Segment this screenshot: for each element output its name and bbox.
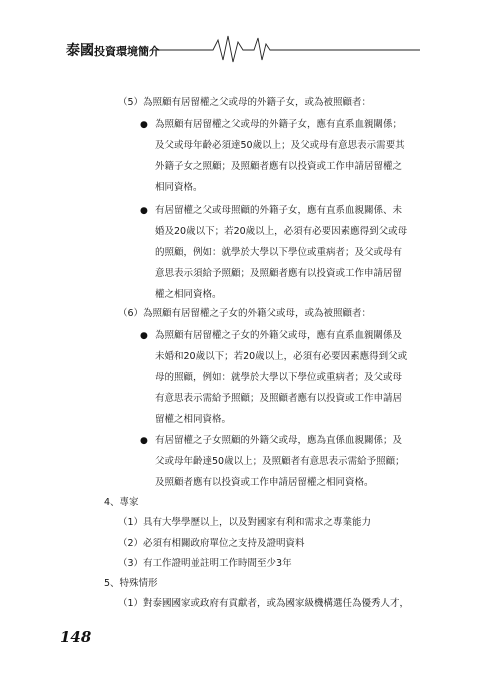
section6-bullet1-line4: 有意思表示需給予照顧；及照顧者應有以投資或工作申請居 [155,393,403,404]
bullet-icon: ● [140,206,148,216]
section5-bullet1-line3: 外籍子女之照顧；及照顧者應有以投資或工作申請居留權之 [155,161,403,172]
section5-bullet2-line1: 有居留權之父或母照顧的外籍子女，應有直系血親關係、未 [155,205,403,216]
section5-bullet1-line2: 及父或母年齡必須達50歲以上；及父或母有意思表示需要其 [155,140,405,151]
item4-heading: 4、專家 [104,497,139,508]
section6-bullet1-line3: 母的照顧，例如：就學於大學以下學位或重病者；及父或母 [155,372,403,383]
bullet-icon: ● [140,120,148,130]
item5-heading: 5、特殊情形 [104,578,158,589]
section5-bullet1-line4: 相同資格。 [155,182,203,193]
bullet-icon: ● [140,331,148,341]
header-title-large: 泰國 [66,43,94,59]
section5-bullet2-line2: 婚及20歲以下；若20歲以上，必須有必要因素應得到父或母 [155,226,408,237]
section6-bullet1-line1: 為照顧有居留權之子女的外籍父或母，應有直系血親關係及 [155,330,403,341]
section6-bullet1-line2: 未婚和20歲以下；若20歲以上，必須有必要因素應得到父或 [155,351,408,362]
section6-heading: （6）為照顧有居留權之子女的外籍父或母，或為被照顧者： [118,308,372,319]
section5-heading: （5）為照顧有居留權之父或母的外籍子女，或為被照顧者： [118,97,372,108]
section6-bullet2-line2: 父或母年齡達50歲以上；及照顧者有意思表示需給予照顧； [155,456,405,467]
section5-bullet2-line5: 權之相同資格。 [155,289,222,300]
item4-sub2: （2）必須有相關政府單位之支持及證明資料 [118,538,305,549]
item4-sub1: （1）具有大學學歷以上，以及對國家有利和需求之專業能力 [118,517,372,528]
bullet-icon: ● [140,436,148,446]
item4-sub3: （3）有工作證明並註明工作時間至少3年 [118,558,292,569]
section5-bullet2-line3: 的照顧，例如：就學於大學以下學位或重病者；及父或母有 [155,247,403,258]
section5-bullet1-line1: 為照顧有居留權之父或母的外籍子女，應有直系血親關係； [155,119,403,130]
section6-bullet2-line1: 有居留權之子女照顧的外籍父或母，應為直係血親關係；及 [155,435,403,446]
page-number: 148 [60,628,92,646]
item5-sub1: （1）對泰國國家或政府有貢獻者，或為國家級機構選任為優秀人才， [118,598,410,609]
section6-bullet1-line5: 留權之相同資格。 [155,414,232,425]
header-title-small: 投資環境簡介 [94,45,160,58]
section6-bullet2-line3: 及照顧者應有以投資或工作申請居留權之相同資格。 [155,477,374,488]
section5-bullet2-line4: 意思表示須給予照顧；及照顧者應有以投資或工作申請居留 [155,268,403,279]
